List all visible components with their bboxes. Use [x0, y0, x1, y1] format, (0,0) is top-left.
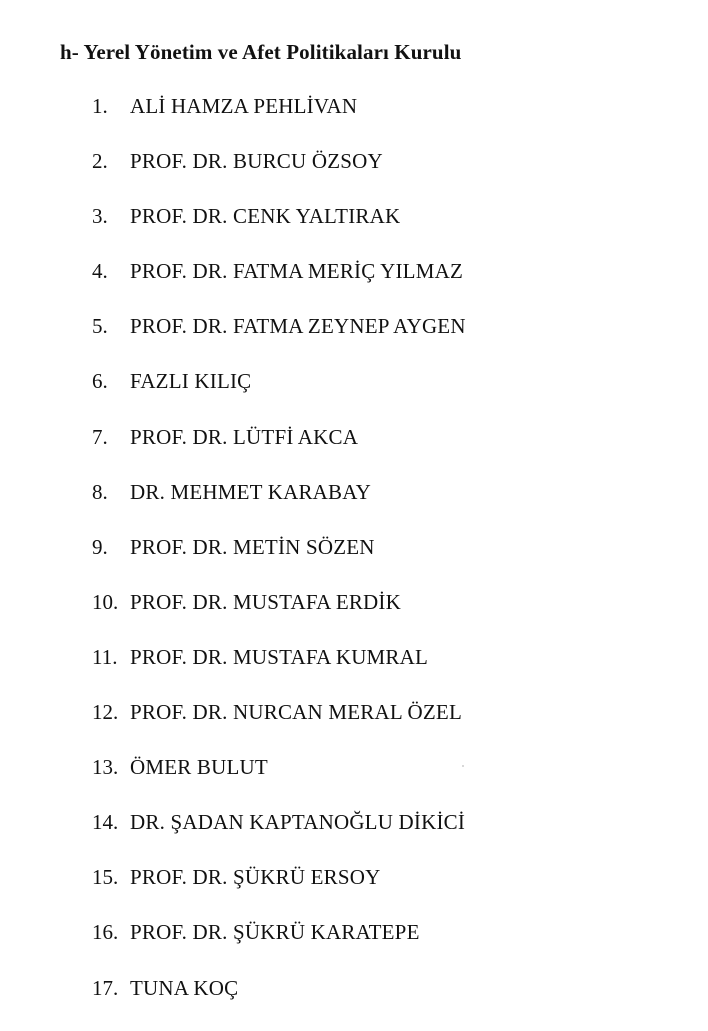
- list-item: [92, 425, 466, 480]
- member-name: PROF. DR. ŞÜKRÜ KARATEPE: [130, 920, 420, 945]
- member-list: [92, 94, 466, 1031]
- item-number: 12.: [92, 700, 119, 725]
- list-item: [92, 920, 466, 975]
- item-number: 7.: [92, 424, 108, 449]
- item-number: 6.: [92, 369, 108, 394]
- list-item: [92, 645, 466, 700]
- item-number: 14.: [92, 810, 119, 835]
- list-item: [92, 810, 466, 865]
- member-name: PROF. DR. MUSTAFA KUMRAL: [130, 644, 429, 669]
- member-name: PROF. DR. ŞÜKRÜ ERSOY: [130, 865, 381, 890]
- list-item: [92, 94, 466, 149]
- list-item: [92, 204, 466, 259]
- member-name: ALİ HAMZA PEHLİVAN: [130, 94, 358, 118]
- member-name: PROF. DR. NURCAN MERAL ÖZEL: [130, 700, 462, 725]
- section-heading: h- Yerel Yönetim ve Afet Politikaları Kurulu: [60, 40, 462, 64]
- item-number: 15.: [92, 865, 119, 890]
- member-name: TUNA KOÇ: [130, 975, 239, 1000]
- item-number: 4.: [92, 259, 108, 284]
- member-name: PROF. DR. FATMA ZEYNEP AYGEN: [130, 314, 466, 339]
- member-name: PROF. DR. LÜTFİ AKCA: [130, 424, 359, 449]
- list-item: [92, 865, 466, 920]
- item-number: 10.: [92, 589, 119, 614]
- item-number: 13.: [92, 755, 119, 780]
- list-item: [92, 314, 466, 369]
- item-number: 11.: [92, 644, 118, 669]
- member-name: PROF. DR. BURCU ÖZSOY: [130, 149, 383, 174]
- list-item: [92, 700, 466, 755]
- scan-speck: [462, 765, 464, 767]
- item-number: 5.: [92, 314, 108, 339]
- list-item: [92, 976, 466, 1031]
- member-name: DR. MEHMET KARABAY: [130, 479, 372, 504]
- list-item: [92, 369, 466, 424]
- list-item: [92, 755, 466, 810]
- member-name: DR. ŞADAN KAPTANOĞLU DİKİCİ: [130, 810, 466, 835]
- member-name: PROF. DR. METİN SÖZEN: [130, 534, 375, 559]
- list-item: [92, 535, 466, 590]
- member-name: PROF. DR. FATMA MERİÇ YILMAZ: [130, 259, 463, 284]
- member-name: FAZLI KILIÇ: [130, 369, 252, 394]
- list-item: [92, 480, 466, 535]
- item-number: 1.: [92, 94, 108, 118]
- member-name: PROF. DR. CENK YALTIRAK: [130, 204, 401, 229]
- item-number: 2.: [92, 149, 108, 174]
- item-number: 3.: [92, 204, 108, 229]
- list-item: [92, 149, 466, 204]
- item-number: 9.: [92, 534, 108, 559]
- list-item: [92, 590, 466, 645]
- member-name: PROF. DR. MUSTAFA ERDİK: [130, 589, 401, 614]
- item-number: 16.: [92, 920, 119, 945]
- list-item: [92, 259, 466, 314]
- item-number: 8.: [92, 479, 108, 504]
- item-number: 17.: [92, 975, 119, 1000]
- member-name: ÖMER BULUT: [130, 755, 268, 780]
